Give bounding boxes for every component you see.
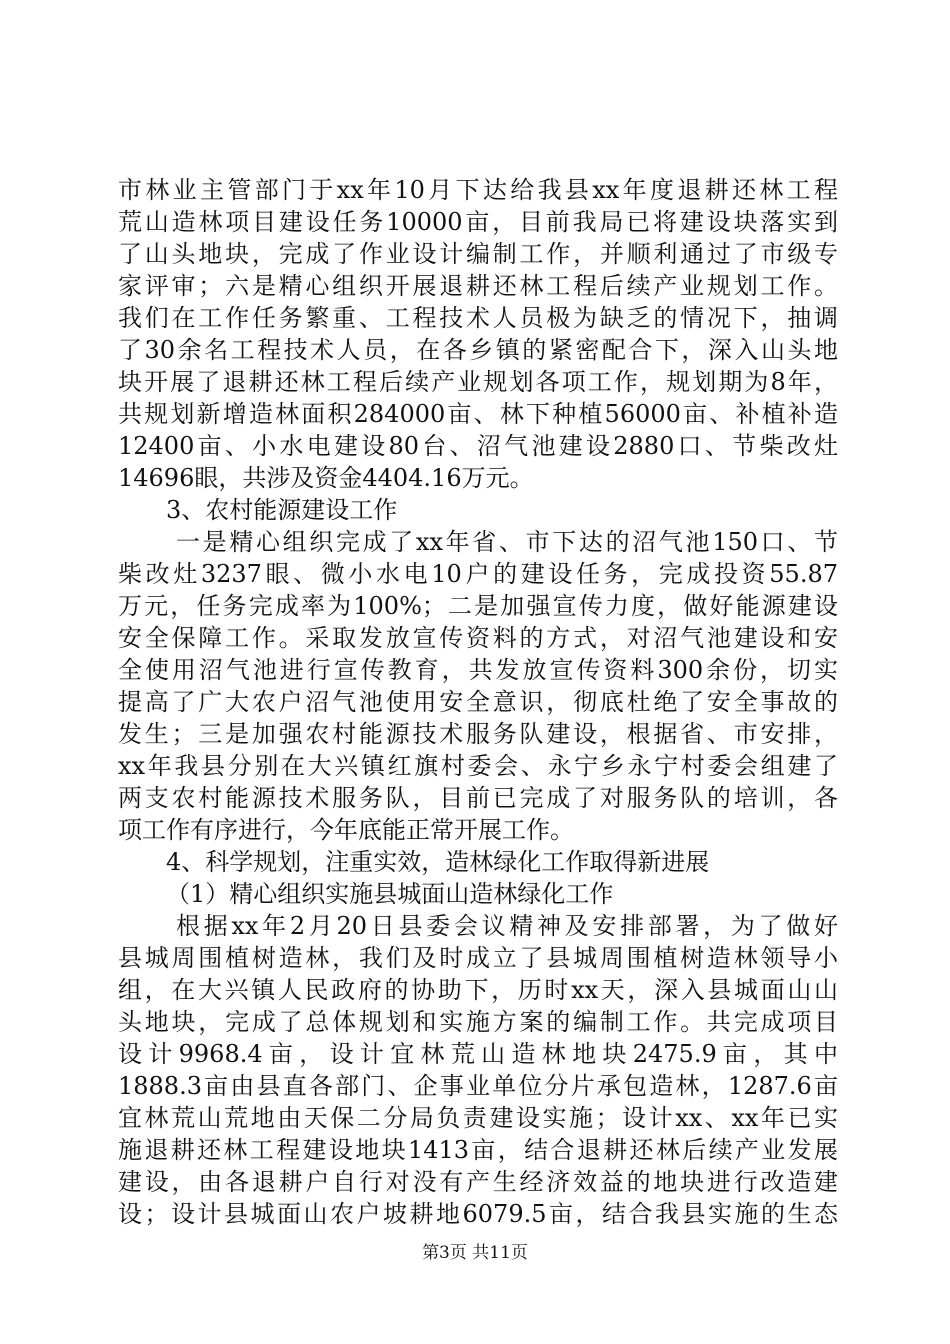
- text-line: 了30余名工程技术人员，在各乡镇的紧密配合下，深入山头地: [118, 336, 838, 364]
- text-line: 建设，由各退耕户自行对没有产生经济效益的地块进行改造建: [118, 1168, 838, 1196]
- text-line: 共规划新增造林面积284000亩、林下种植56000亩、补植补造: [118, 400, 838, 428]
- text-line: 设；设计县城面山农户坡耕地6079.5亩，结合我县实施的生态: [118, 1200, 838, 1228]
- text-line: 发生；三是加强农村能源技术服务队建设，根据省、市安排，: [118, 720, 838, 748]
- text-line: 两支农村能源技术服务队，目前已完成了对服务队的培训，各: [118, 784, 838, 812]
- text-line: 荒山造林项目建设任务10000亩，目前我局已将建设块落实到: [118, 208, 838, 236]
- paragraph-first-line: 根据xx年2月20日县委会议精神及安排部署，为了做好: [176, 912, 838, 940]
- text-line: 设计9968.4亩，设计宜林荒山造林地块2475.9亩，其中: [118, 1040, 838, 1068]
- text-line: 了山头地块，完成了作业设计编制工作，并顺利通过了市级专: [118, 240, 838, 268]
- text-line: 市林业主管部门于xx年10月下达给我县xx年度退耕还林工程: [118, 176, 838, 204]
- document-body: [118, 174, 838, 1230]
- page-footer: 第3页 共11页: [422, 1243, 528, 1263]
- text-line: 块开展了退耕还林工程后续产业规划各项工作，规划期为8年，: [118, 368, 838, 396]
- text-line: 万元，任务完成率为100%；二是加强宣传力度，做好能源建设: [118, 592, 838, 620]
- text-line: 柴改灶3237眼、微小水电10户的建设任务，完成投资55.87: [118, 560, 838, 588]
- text-line: 施退耕还林工程建设地块1413亩，结合退耕还林后续产业发展: [118, 1136, 838, 1164]
- text-line: 县城周围植树造林，我们及时成立了县城周围植树造林领导小: [118, 944, 838, 972]
- text-line: 我们在工作任务繁重、工程技术人员极为缺乏的情况下，抽调: [118, 304, 838, 332]
- subsection-heading: （1）精心组织实施县城面山造林绿化工作: [166, 880, 614, 908]
- text-line: 12400亩、小水电建设80台、沼气池建设2880口、节柴改灶: [118, 432, 838, 460]
- section-heading: 4、科学规划，注重实效，造林绿化工作取得新进展: [166, 848, 710, 876]
- text-line: xx年我县分别在大兴镇红旗村委会、永宁乡永宁村委会组建了: [118, 752, 838, 780]
- text-line: 提高了广大农户沼气池使用安全意识，彻底杜绝了安全事故的: [118, 688, 838, 716]
- text-line: 14696眼，共涉及资金4404.16万元。: [118, 464, 534, 492]
- paragraph-first-line: 一是精心组织完成了xx年省、市下达的沼气池150口、节: [176, 528, 838, 556]
- text-line: 宜林荒山荒地由天保二分局负责建设实施；设计xx、xx年已实: [118, 1104, 838, 1132]
- text-line: 组，在大兴镇人民政府的协助下，历时xx天，深入县城面山山: [118, 976, 838, 1004]
- text-line: 全使用沼气池进行宣传教育，共发放宣传资料300余份，切实: [118, 656, 838, 684]
- text-line: 家评审；六是精心组织开展退耕还林工程后续产业规划工作。: [118, 272, 838, 300]
- text-line: 头地块，完成了总体规划和实施方案的编制工作。共完成项目: [118, 1008, 838, 1036]
- text-line: 1888.3亩由县直各部门、企事业单位分片承包造林，1287.6亩: [118, 1072, 838, 1100]
- text-line: 安全保障工作。采取发放宣传资料的方式，对沼气池建设和安: [118, 624, 838, 652]
- text-line: 项工作有序进行，今年底能正常开展工作。: [118, 816, 574, 844]
- section-heading: 3、农村能源建设工作: [166, 496, 398, 524]
